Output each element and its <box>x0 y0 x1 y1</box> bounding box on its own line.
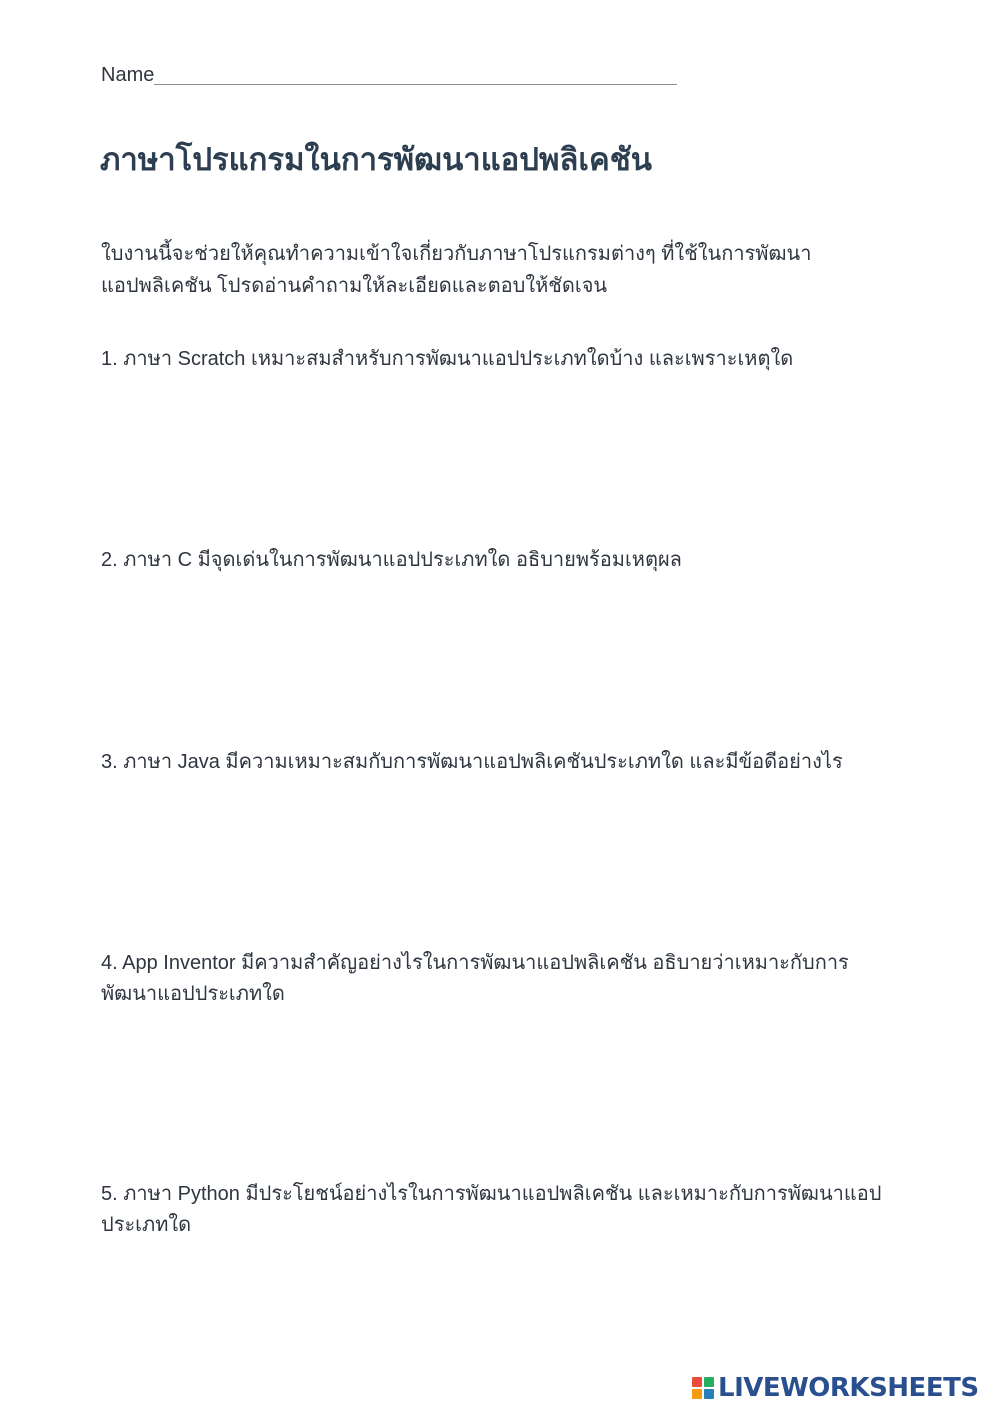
logo-text: LIVEWORKSHEETS <box>718 1373 979 1403</box>
question-4: 4. App Inventor มีความสำคัญอย่างไรในการพัฒนาแอปพลิเคชัน อธิบายว่าเหมาะกับการพัฒนาแอปประเภทใด <box>101 952 849 1005</box>
logo-square <box>692 1389 702 1399</box>
logo-square <box>704 1389 714 1399</box>
liveworksheets-logo-icon <box>692 1377 714 1399</box>
worksheet-title: ภาษาโปรแกรมในการพัฒนาแอปพลิเคชัน <box>100 142 652 177</box>
intro-text: ใบงานนี้จะช่วยให้คุณทำความเข้าใจเกี่ยวกับภาษาโปรแกรมต่างๆ ที่ใช้ในการพัฒนาแอปพลิเคชัน โปรดอ่านคำถามให้ละเอียดและตอบให้ชัดเจน <box>101 243 812 297</box>
logo-square <box>692 1377 702 1387</box>
liveworksheets-logo <box>692 1373 979 1403</box>
question-2: 2. ภาษา C มีจุดเด่นในการพัฒนาแอปประเภทใด อธิบายพร้อมเหตุผล <box>101 549 682 571</box>
name-label: Name <box>101 64 155 86</box>
name-field <box>101 62 677 88</box>
question-3: 3. ภาษา Java มีความเหมาะสมกับการพัฒนาแอปพลิเคชันประเภทใด และมีข้อดีอย่างไร <box>101 751 843 773</box>
logo-square <box>704 1377 714 1387</box>
question-5: 5. ภาษา Python มีประโยชน์อย่างไรในการพัฒนาแอปพลิเคชัน และเหมาะกับการพัฒนาแอปประเภทใด <box>101 1183 882 1236</box>
name-underline[interactable] <box>154 84 677 85</box>
question-1: 1. ภาษา Scratch เหมาะสมสำหรับการพัฒนาแอปประเภทใดบ้าง และเพราะเหตุใด <box>101 348 794 370</box>
